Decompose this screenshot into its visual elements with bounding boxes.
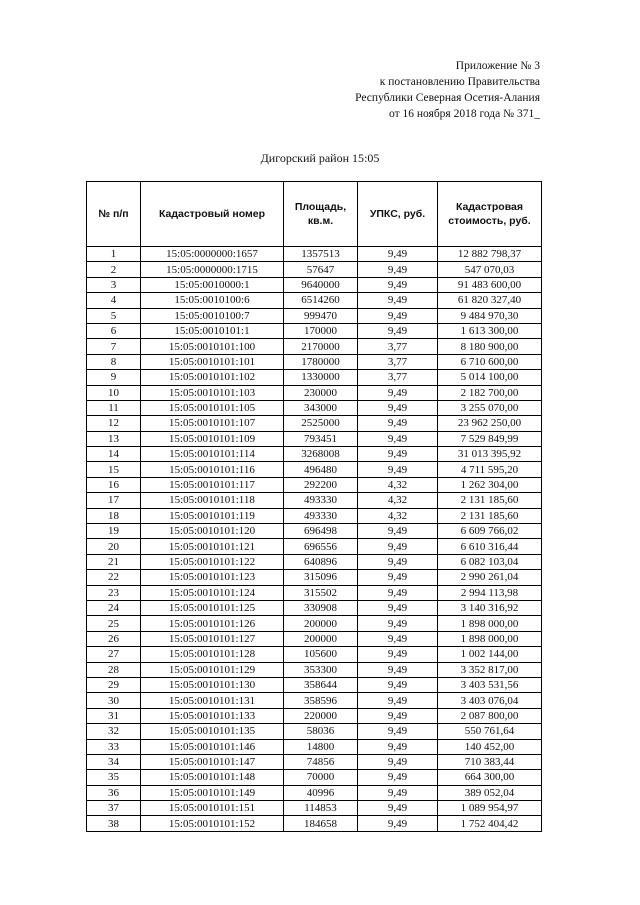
cell-cadastral-number: 15:05:0010101:120 (141, 524, 284, 539)
cell-cadastral-number: 15:05:0010101:126 (141, 616, 284, 631)
cell-index: 12 (87, 416, 141, 431)
cell-area: 57647 (284, 262, 358, 277)
cell-index: 4 (87, 293, 141, 308)
cell-index: 15 (87, 462, 141, 477)
cell-area: 343000 (284, 400, 358, 415)
cell-index: 14 (87, 447, 141, 462)
cell-upks: 3,77 (358, 354, 438, 369)
table-row (87, 816, 542, 831)
cell-area: 292200 (284, 477, 358, 492)
cell-index: 35 (87, 770, 141, 785)
cell-upks: 9,49 (358, 647, 438, 662)
cell-cadastral-value: 6 609 766,02 (438, 524, 542, 539)
cell-upks: 4,32 (358, 493, 438, 508)
cell-upks: 9,49 (358, 385, 438, 400)
cell-cadastral-value: 664 300,00 (438, 770, 542, 785)
cell-upks: 9,49 (358, 600, 438, 615)
cell-cadastral-value: 7 529 849,99 (438, 431, 542, 446)
cell-index: 23 (87, 585, 141, 600)
cell-upks: 9,49 (358, 247, 438, 262)
cell-upks: 9,49 (358, 616, 438, 631)
column-header-index: № п/п (87, 182, 141, 247)
column-header-cadastral-value: Кадастровая стоимость, руб. (438, 182, 542, 247)
cell-index: 1 (87, 247, 141, 262)
resolution-reference: к постановлению Правительства (379, 76, 540, 88)
cell-cadastral-number: 15:05:0010101:121 (141, 539, 284, 554)
table-row (87, 585, 542, 600)
cell-index: 28 (87, 662, 141, 677)
cell-cadastral-value: 91 483 600,00 (438, 277, 542, 292)
cell-cadastral-value: 1 898 000,00 (438, 631, 542, 646)
cell-upks: 9,49 (358, 293, 438, 308)
cell-cadastral-value: 1 089 954,97 (438, 801, 542, 816)
cell-index: 22 (87, 570, 141, 585)
cell-area: 70000 (284, 770, 358, 785)
cell-cadastral-number: 15:05:0010101:116 (141, 462, 284, 477)
cell-cadastral-value: 550 761,64 (438, 724, 542, 739)
cell-upks: 9,49 (358, 708, 438, 723)
cell-cadastral-value: 2 131 185,60 (438, 508, 542, 523)
cell-area: 315502 (284, 585, 358, 600)
cell-upks: 9,49 (358, 754, 438, 769)
cell-cadastral-value: 9 484 970,30 (438, 308, 542, 323)
cell-upks: 9,49 (358, 816, 438, 831)
cell-index: 27 (87, 647, 141, 662)
cell-index: 34 (87, 754, 141, 769)
cell-cadastral-number: 15:05:0010101:152 (141, 816, 284, 831)
cell-upks: 9,49 (358, 570, 438, 585)
cell-cadastral-value: 8 180 900,00 (438, 339, 542, 354)
cell-cadastral-number: 15:05:0010101:114 (141, 447, 284, 462)
cell-index: 5 (87, 308, 141, 323)
table-row (87, 431, 542, 446)
cell-index: 30 (87, 693, 141, 708)
cell-cadastral-value: 1 613 300,00 (438, 323, 542, 338)
table-row (87, 754, 542, 769)
cell-cadastral-value: 3 403 076,04 (438, 693, 542, 708)
cell-upks: 9,49 (358, 308, 438, 323)
table-row (87, 262, 542, 277)
cell-area: 200000 (284, 616, 358, 631)
cell-cadastral-value: 2 087 800,00 (438, 708, 542, 723)
cell-index: 3 (87, 277, 141, 292)
cell-cadastral-number: 15:05:0010101:123 (141, 570, 284, 585)
cell-area: 170000 (284, 323, 358, 338)
cell-area: 6514260 (284, 293, 358, 308)
cell-cadastral-value: 6 610 316,44 (438, 539, 542, 554)
cell-cadastral-value: 5 014 100,00 (438, 370, 542, 385)
cell-index: 31 (87, 708, 141, 723)
district-title: Дигорский район 15:05 (260, 151, 380, 165)
cell-index: 13 (87, 431, 141, 446)
cell-area: 114853 (284, 801, 358, 816)
cell-cadastral-number: 15:05:0010101:125 (141, 600, 284, 615)
cell-area: 696556 (284, 539, 358, 554)
cell-cadastral-number: 15:05:0010101:119 (141, 508, 284, 523)
cell-cadastral-value: 389 052,04 (438, 785, 542, 800)
cell-cadastral-number: 15:05:0010101:1 (141, 323, 284, 338)
cell-cadastral-number: 15:05:0010101:102 (141, 370, 284, 385)
cell-upks: 9,49 (358, 554, 438, 569)
cell-area: 3268008 (284, 447, 358, 462)
table-row (87, 247, 542, 262)
cell-cadastral-number: 15:05:0010101:117 (141, 477, 284, 492)
cell-area: 1357513 (284, 247, 358, 262)
table-row (87, 354, 542, 369)
cell-cadastral-number: 15:05:0000000:1715 (141, 262, 284, 277)
table-row (87, 801, 542, 816)
cell-index: 38 (87, 816, 141, 831)
cell-area: 1330000 (284, 370, 358, 385)
cell-index: 19 (87, 524, 141, 539)
cell-index: 29 (87, 677, 141, 692)
cell-cadastral-number: 15:05:0010101:103 (141, 385, 284, 400)
cell-cadastral-number: 15:05:0010100:6 (141, 293, 284, 308)
cell-area: 2170000 (284, 339, 358, 354)
table-row (87, 400, 542, 415)
appendix-number: Приложение № 3 (455, 60, 540, 72)
cell-area: 999470 (284, 308, 358, 323)
cell-area: 696498 (284, 524, 358, 539)
cell-index: 2 (87, 262, 141, 277)
table-row (87, 477, 542, 492)
cell-cadastral-value: 2 990 261,04 (438, 570, 542, 585)
column-header-cadastral-number: Кадастровый номер (141, 182, 284, 247)
table-row (87, 416, 542, 431)
cell-area: 358644 (284, 677, 358, 692)
cell-cadastral-value: 3 140 316,92 (438, 600, 542, 615)
table-row (87, 600, 542, 615)
table-row (87, 662, 542, 677)
table-row (87, 693, 542, 708)
cell-index: 33 (87, 739, 141, 754)
cell-upks: 9,49 (358, 724, 438, 739)
cell-index: 20 (87, 539, 141, 554)
table-row (87, 524, 542, 539)
cell-cadastral-value: 1 752 404,42 (438, 816, 542, 831)
table-row (87, 708, 542, 723)
cell-cadastral-number: 15:05:0010101:128 (141, 647, 284, 662)
cell-cadastral-number: 15:05:0010101:107 (141, 416, 284, 431)
cell-cadastral-value: 2 994 113,98 (438, 585, 542, 600)
cell-cadastral-number: 15:05:0000000:1657 (141, 247, 284, 262)
cell-index: 17 (87, 493, 141, 508)
cell-cadastral-number: 15:05:0010101:149 (141, 785, 284, 800)
cell-upks: 9,49 (358, 447, 438, 462)
cell-upks: 9,49 (358, 677, 438, 692)
table-row (87, 508, 542, 523)
table-row (87, 323, 542, 338)
cell-cadastral-number: 15:05:0010101:147 (141, 754, 284, 769)
cell-area: 496480 (284, 462, 358, 477)
cell-index: 16 (87, 477, 141, 492)
cell-area: 74856 (284, 754, 358, 769)
cell-cadastral-value: 31 013 395,92 (438, 447, 542, 462)
cell-cadastral-value: 710 383,44 (438, 754, 542, 769)
cell-cadastral-number: 15:05:0010101:131 (141, 693, 284, 708)
cell-area: 9640000 (284, 277, 358, 292)
cell-index: 10 (87, 385, 141, 400)
cell-index: 7 (87, 339, 141, 354)
table-row (87, 385, 542, 400)
cell-cadastral-value: 61 820 327,40 (438, 293, 542, 308)
cell-area: 1780000 (284, 354, 358, 369)
cell-cadastral-value: 1 898 000,00 (438, 616, 542, 631)
table-row (87, 770, 542, 785)
cell-cadastral-value: 3 255 070,00 (438, 400, 542, 415)
cell-cadastral-number: 15:05:0010101:146 (141, 739, 284, 754)
cell-cadastral-value: 547 070,03 (438, 262, 542, 277)
appendix-header (355, 58, 540, 122)
cell-cadastral-number: 15:05:0010101:151 (141, 801, 284, 816)
table-row (87, 277, 542, 292)
cell-upks: 9,49 (358, 739, 438, 754)
cell-upks: 9,49 (358, 585, 438, 600)
cell-index: 37 (87, 801, 141, 816)
table-row (87, 339, 542, 354)
table-row (87, 616, 542, 631)
cell-area: 793451 (284, 431, 358, 446)
cell-cadastral-number: 15:05:0010000:1 (141, 277, 284, 292)
table-row (87, 739, 542, 754)
cell-cadastral-value: 140 452,00 (438, 739, 542, 754)
cell-upks: 9,49 (358, 524, 438, 539)
table-row (87, 447, 542, 462)
cell-index: 18 (87, 508, 141, 523)
cell-area: 358596 (284, 693, 358, 708)
cell-upks: 9,49 (358, 277, 438, 292)
cell-cadastral-number: 15:05:0010101:127 (141, 631, 284, 646)
cell-cadastral-value: 12 882 798,37 (438, 247, 542, 262)
cell-area: 353300 (284, 662, 358, 677)
cell-upks: 9,49 (358, 801, 438, 816)
cell-cadastral-number: 15:05:0010101:118 (141, 493, 284, 508)
cell-upks: 9,49 (358, 323, 438, 338)
cell-cadastral-number: 15:05:0010101:133 (141, 708, 284, 723)
cell-upks: 9,49 (358, 770, 438, 785)
table-row (87, 724, 542, 739)
cell-area: 14800 (284, 739, 358, 754)
cell-index: 6 (87, 323, 141, 338)
cell-upks: 9,49 (358, 262, 438, 277)
cell-cadastral-number: 15:05:0010101:122 (141, 554, 284, 569)
cell-upks: 9,49 (358, 400, 438, 415)
cell-upks: 4,32 (358, 508, 438, 523)
cell-cadastral-value: 3 352 817,00 (438, 662, 542, 677)
cell-cadastral-value: 3 403 531,56 (438, 677, 542, 692)
cell-upks: 4,32 (358, 477, 438, 492)
cell-cadastral-number: 15:05:0010101:130 (141, 677, 284, 692)
cell-cadastral-number: 15:05:0010101:135 (141, 724, 284, 739)
cell-index: 24 (87, 600, 141, 615)
cell-upks: 9,49 (358, 416, 438, 431)
cell-area: 493330 (284, 508, 358, 523)
table-row (87, 570, 542, 585)
table-row (87, 462, 542, 477)
table-row (87, 554, 542, 569)
cell-area: 220000 (284, 708, 358, 723)
table-row (87, 370, 542, 385)
cell-cadastral-number: 15:05:0010101:105 (141, 400, 284, 415)
table-row (87, 677, 542, 692)
cell-index: 36 (87, 785, 141, 800)
cell-area: 640896 (284, 554, 358, 569)
cell-upks: 3,77 (358, 370, 438, 385)
cell-cadastral-number: 15:05:0010101:129 (141, 662, 284, 677)
resolution-date: от 16 ноября 2018 года № 371_ (388, 108, 540, 120)
cell-cadastral-number: 15:05:0010101:109 (141, 431, 284, 446)
cell-upks: 9,49 (358, 431, 438, 446)
cell-upks: 9,49 (358, 631, 438, 646)
table-row (87, 493, 542, 508)
table-row (87, 539, 542, 554)
cell-area: 58036 (284, 724, 358, 739)
cell-cadastral-number: 15:05:0010100:7 (141, 308, 284, 323)
cell-area: 493330 (284, 493, 358, 508)
cell-area: 40996 (284, 785, 358, 800)
cell-area: 105600 (284, 647, 358, 662)
table-row (87, 785, 542, 800)
cell-cadastral-number: 15:05:0010101:148 (141, 770, 284, 785)
table-body (87, 247, 542, 832)
cell-upks: 3,77 (358, 339, 438, 354)
cell-area: 315096 (284, 570, 358, 585)
cell-cadastral-value: 2 182 700,00 (438, 385, 542, 400)
cell-index: 21 (87, 554, 141, 569)
cell-cadastral-value: 4 711 595,20 (438, 462, 542, 477)
column-header-upks: УПКС, руб. (358, 182, 438, 247)
cell-area: 330908 (284, 600, 358, 615)
cell-cadastral-value: 1 002 144,00 (438, 647, 542, 662)
cell-cadastral-value: 2 131 185,60 (438, 493, 542, 508)
cell-cadastral-number: 15:05:0010101:101 (141, 354, 284, 369)
table-row (87, 308, 542, 323)
cell-cadastral-value: 6 082 103,04 (438, 554, 542, 569)
cell-cadastral-value: 6 710 600,00 (438, 354, 542, 369)
cell-area: 2525000 (284, 416, 358, 431)
cell-cadastral-number: 15:05:0010101:100 (141, 339, 284, 354)
cadastral-table (86, 181, 542, 832)
republic-name: Республики Северная Осетия-Алания (355, 92, 540, 104)
cell-upks: 9,49 (358, 785, 438, 800)
table-header-row (87, 182, 542, 247)
cell-index: 25 (87, 616, 141, 631)
cell-cadastral-number: 15:05:0010101:124 (141, 585, 284, 600)
cell-area: 230000 (284, 385, 358, 400)
cell-cadastral-value: 1 262 304,00 (438, 477, 542, 492)
cell-upks: 9,49 (358, 693, 438, 708)
cell-index: 11 (87, 400, 141, 415)
cell-index: 26 (87, 631, 141, 646)
table-row (87, 647, 542, 662)
table-row (87, 293, 542, 308)
cell-upks: 9,49 (358, 462, 438, 477)
cell-upks: 9,49 (358, 662, 438, 677)
cell-index: 9 (87, 370, 141, 385)
cell-area: 200000 (284, 631, 358, 646)
cell-cadastral-value: 23 962 250,00 (438, 416, 542, 431)
cell-upks: 9,49 (358, 539, 438, 554)
cell-area: 184658 (284, 816, 358, 831)
cell-index: 8 (87, 354, 141, 369)
cell-index: 32 (87, 724, 141, 739)
column-header-area: Площадь, кв.м. (284, 182, 358, 247)
table-row (87, 631, 542, 646)
